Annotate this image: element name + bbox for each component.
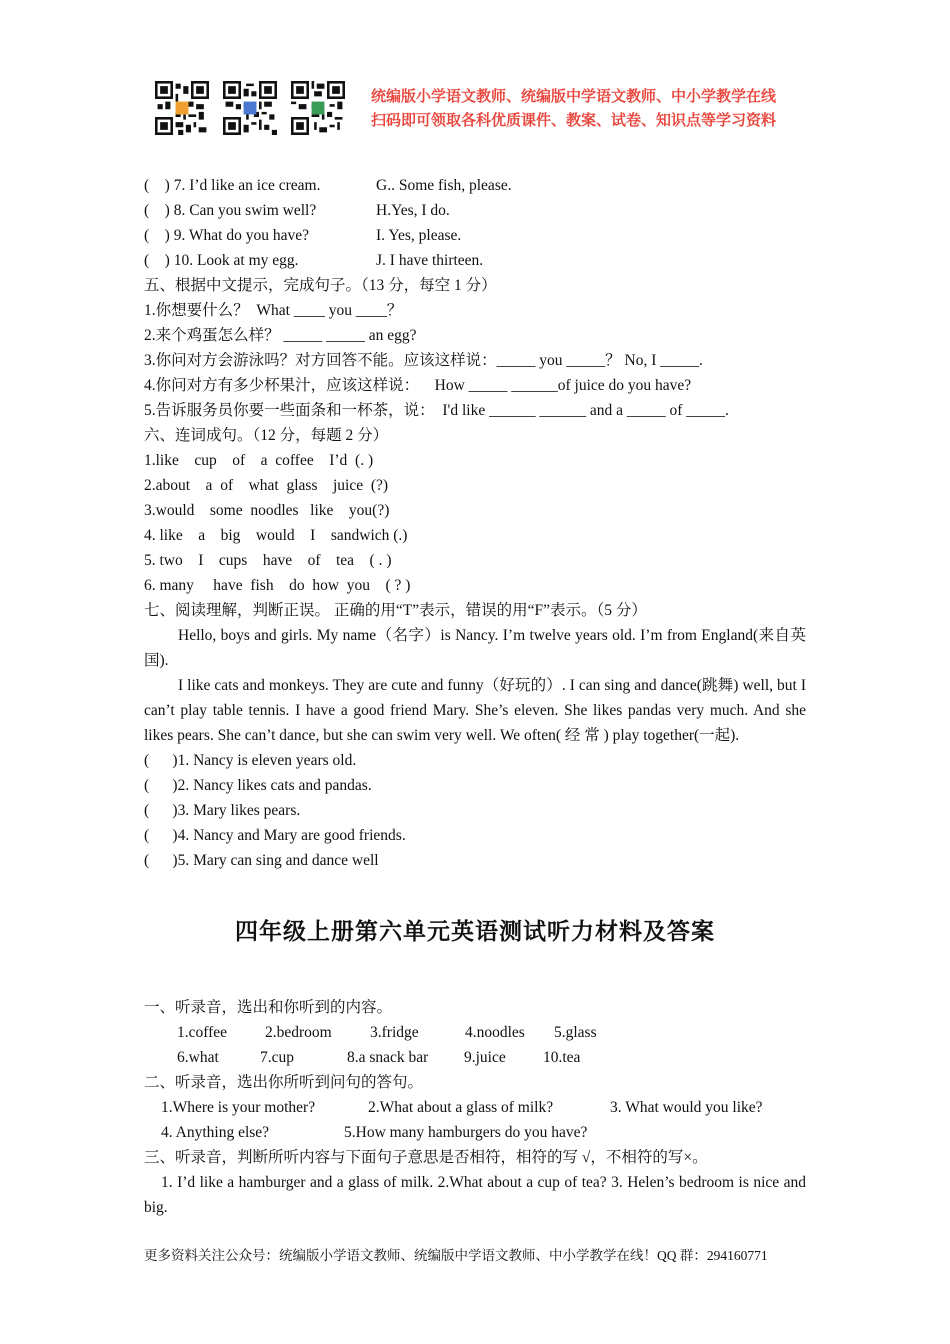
fill-item: 2.来个鸡蛋怎么样？ _____ _____ an egg?: [144, 327, 417, 344]
fill-item: 3.你问对方会游泳吗？对方回答不能。应该这样说：_____ you _____？ No, I _____.: [144, 352, 703, 369]
question-item: 1.Where is your mother?: [161, 1099, 316, 1116]
section-heading: 二、听录音，选出你所听到问句的答句。: [144, 1074, 424, 1091]
judge-item: ( )2. Nancy likes cats and pandas.: [144, 777, 372, 794]
fill-item: 4.你问对方有多少杯果汁，应该这样说： How _____ ______of juice do you have?: [144, 377, 692, 394]
word-item: 5.glass: [554, 1024, 597, 1041]
match-answer: J. I have thirteen.: [376, 252, 484, 269]
section-heading: 一、听录音，选出和你听到的内容。: [144, 999, 393, 1016]
header-text: [371, 84, 776, 132]
word-item: 8.a snack bar: [347, 1049, 429, 1066]
question-item: 4. Anything else?: [161, 1124, 270, 1141]
match-question: ( ) 10. Look at my egg.: [144, 252, 299, 269]
section-heading: 六、连词成句。（12 分，每题 2 分）: [144, 427, 389, 444]
fill-item: 1.你想要什么？ What ____ you ____？: [144, 302, 403, 319]
reading-paragraph: Hello, boys and girls. My name（名字）is Nancy. I’m twelve years old. I’m from England(来自英国).: [144, 627, 806, 669]
word-item: 6.what: [177, 1049, 219, 1066]
qr-code-icon[interactable]: [223, 81, 277, 135]
word-item: 2.bedroom: [265, 1024, 332, 1041]
word-item: 10.tea: [543, 1049, 581, 1066]
word-item: 4.noodles: [465, 1024, 525, 1041]
qr-code-icon[interactable]: [155, 81, 209, 135]
word-order-item: 5. two I cups have of tea ( . ): [144, 552, 392, 569]
section-heading: 七、阅读理解，判断正误。 正确的用“T”表示，错误的用“F”表示。（5 分）: [144, 602, 647, 619]
header-banner: [155, 80, 776, 136]
word-item: 9.juice: [464, 1049, 506, 1066]
word-order-item: 3.would some noodles like you(?): [144, 502, 390, 519]
word-order-item: 4. like a big would I sandwich (.): [144, 527, 408, 544]
match-answer: I. Yes, please.: [376, 227, 462, 244]
match-row: [144, 248, 806, 273]
match-question: ( ) 7. I’d like an ice cream.: [144, 177, 321, 194]
header-line-2: 扫码即可领取各科优质课件、教案、试卷、知识点等学习资料: [371, 111, 777, 129]
reading-paragraph: I like cats and monkeys. They are cute and funny（好玩的）. I can sing and dance(跳舞) well, but I can’t play table tennis. I have a good friend Mary. She’s eleven. She likes pandas very much. And she likes pears. She can’t dance, but she can swim very well. We often( 经 常 ) play together(一起).: [144, 677, 806, 744]
match-question: ( ) 9. What do you have?: [144, 227, 309, 244]
question-row: [144, 1095, 806, 1120]
word-order-item: 2.about a of what glass juice (?): [144, 477, 389, 494]
question-item: 5.How many hamburgers do you have?: [344, 1124, 588, 1141]
header-line-1: 统编版小学语文教师、统编版中学语文教师、中小学教学在线: [371, 87, 777, 105]
question-item: 2.What about a glass of milk?: [368, 1099, 554, 1116]
question-item: 3. What would you like?: [610, 1099, 763, 1116]
judge-item: ( )5. Mary can sing and dance well: [144, 852, 379, 869]
qr-code-icon[interactable]: [291, 81, 345, 135]
match-question: ( ) 8. Can you swim well?: [144, 202, 317, 219]
page-title: 四年级上册第六单元英语测试听力材料及答案: [235, 919, 715, 945]
statement-item: 1. I’d like a hamburger and a glass of milk. 2.What about a cup of tea? 3. Helen’s bedroom is nice and big.: [144, 1174, 806, 1216]
exam-content: [144, 173, 806, 873]
word-item: 1.coffee: [177, 1024, 228, 1041]
match-row: [144, 173, 806, 198]
footer-note: 更多资料关注公众号：统编版小学语文教师、统编版中学语文教师、中小学教学在线！QQ 群：294160771: [144, 1248, 768, 1263]
word-item: 3.fridge: [370, 1024, 419, 1041]
match-row: [144, 198, 806, 223]
match-answer: G.. Some fish, please.: [376, 177, 512, 194]
fill-item: 5.告诉服务员你要一些面条和一杯茶，说： I'd like ______ ______ and a _____ of _____.: [144, 402, 729, 419]
word-item: 7.cup: [260, 1049, 295, 1066]
section-heading: 三、听录音，判断所听内容与下面句子意思是否相符，相符的写 √，不相符的写×。: [144, 1149, 708, 1166]
word-order-item: 6. many have fish do how you ( ? ): [144, 577, 411, 594]
match-row: [144, 223, 806, 248]
word-row: [144, 1045, 806, 1070]
question-row: [144, 1120, 806, 1145]
word-order-item: 1.like cup of a coffee I’d (. ): [144, 452, 374, 469]
judge-item: ( )4. Nancy and Mary are good friends.: [144, 827, 406, 844]
word-row: [144, 1020, 806, 1045]
judge-item: ( )1. Nancy is eleven years old.: [144, 752, 357, 769]
section-heading: 五、根据中文提示，完成句子。（13 分，每空 1 分）: [144, 277, 497, 294]
listening-section: [144, 995, 806, 1220]
judge-item: ( )3. Mary likes pears.: [144, 802, 301, 819]
match-answer: H.Yes, I do.: [376, 202, 450, 219]
